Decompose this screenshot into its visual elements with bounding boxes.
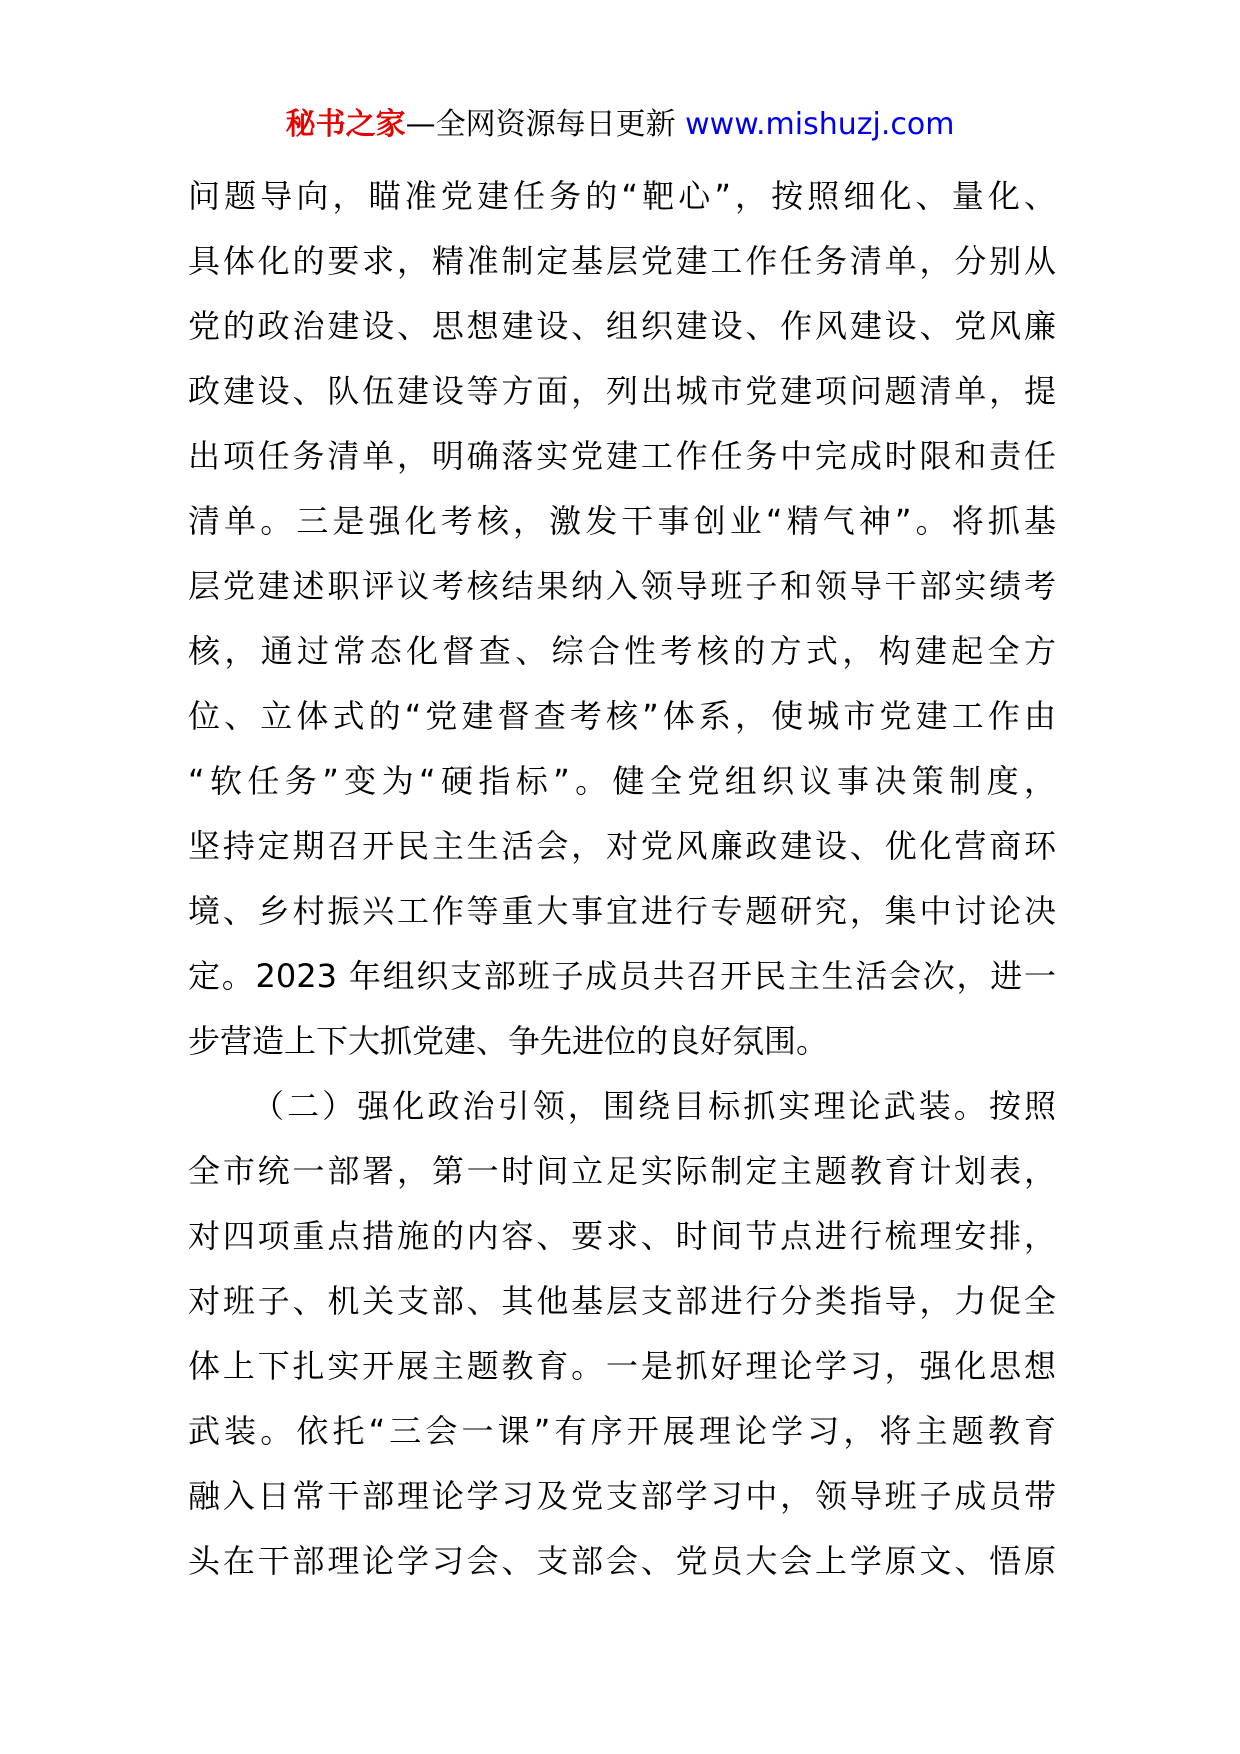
text-line: 层党建述职评议考核结果纳入领导班子和领导干部实绩考 (188, 567, 1056, 605)
text-line: 坚持定期召开民主生活会，对党风廉政建设、优化营商环 (188, 827, 1056, 865)
text-line: 境、乡村振兴工作等重大事宜进行专题研究，集中讨论决 (188, 892, 1056, 930)
text-line: 党的政治建设、思想建设、组织建设、作风建设、党风廉 (188, 307, 1056, 345)
text-line: 清单。三是强化考核，激发干事创业“精气神”。将抓基 (188, 502, 1056, 540)
text-line: 出项任务清单，明确落实党建工作任务中完成时限和责任 (188, 437, 1056, 475)
text-line: 头在干部理论学习会、支部会、党员大会上学原文、悟原 (188, 1542, 1056, 1580)
text-line: 体上下扎实开展主题教育。一是抓好理论学习，强化思想 (188, 1347, 1056, 1385)
text-line: 核，通过常态化督查、综合性考核的方式，构建起全方 (188, 632, 1056, 670)
page-header (0, 100, 1240, 150)
text-line: 问题导向，瞄准党建任务的“靶心”，按照细化、量化、 (188, 177, 1056, 215)
header-tagline: —全网资源每日更新 (405, 107, 676, 142)
text-line: 武装。依托“三会一课”有序开展理论学习，将主题教育 (188, 1412, 1056, 1450)
text-line: 位、立体式的“党建督查考核”体系，使城市党建工作由 (188, 697, 1056, 735)
text-line: 政建设、队伍建设等方面，列出城市党建项问题清单，提 (188, 372, 1056, 410)
document-body (188, 164, 1056, 1594)
text-line: 对班子、机关支部、其他基层支部进行分类指导，力促全 (188, 1282, 1056, 1320)
text-line: 对四项重点措施的内容、要求、时间节点进行梳理安排， (188, 1217, 1056, 1255)
text-line: 全市统一部署，第一时间立足实际制定主题教育计划表， (188, 1152, 1056, 1190)
text-line: “软任务”变为“硬指标”。健全党组织议事决策制度， (188, 762, 1056, 800)
text-line: 定。2023 年组织支部班子成员共召开民主生活会次，进一 (188, 957, 1056, 995)
website-link[interactable]: www.mishuzj.com (685, 107, 955, 142)
section-heading-line: （二）强化政治引领，围绕目标抓实理论武装。按照 (252, 1087, 1056, 1125)
brand-name: 秘书之家 (285, 107, 406, 142)
text-line: 融入日常干部理论学习及党支部学习中，领导班子成员带 (188, 1477, 1056, 1515)
text-line: 具体化的要求，精准制定基层党建工作任务清单，分别从 (188, 242, 1056, 280)
paragraph-end-line: 步营造上下大抓党建、争先进位的良好氛围。 (188, 1022, 829, 1060)
